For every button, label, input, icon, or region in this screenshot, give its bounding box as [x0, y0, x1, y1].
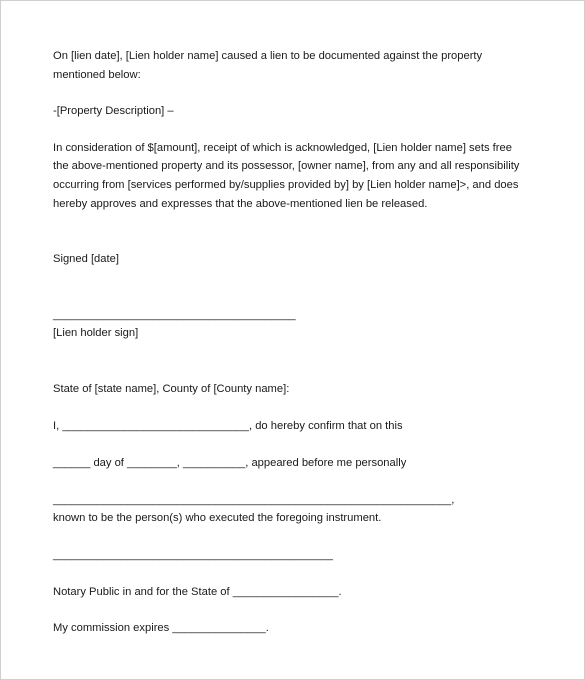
notary-signature-line: _____________________________________________ — [53, 548, 333, 561]
document-body — [53, 47, 523, 638]
known-person-statement: known to be the person(s) who executed the foregoing instrument. — [53, 512, 382, 525]
property-description: -[Property Description] – — [53, 105, 174, 118]
commission-expires-line: My commission expires _______________. — [53, 622, 269, 635]
signature-line: _______________________________________ — [53, 308, 296, 321]
signed-date: Signed [date] — [53, 253, 119, 266]
confirm-line: I, ______________________________, do hereby confirm that on this — [53, 419, 403, 432]
person-name-line: ________________________________________________________________, — [53, 493, 455, 506]
state-county-line: State of [state name], County of [County name]: — [53, 382, 290, 395]
appearance-date-line: ______ day of ________, __________, appeared before me personally — [53, 457, 407, 470]
consideration-paragraph: In consideration of $[amount], receipt of which is acknowledged, [Lien holder name] sets free the above-mentioned property and its possessor, [owner name], from any and all responsibility occurring from [services performed by/supplies provided by] by [Lien holder name]>, and does hereby approves and expresses that the above-mentioned lien be released. — [53, 141, 523, 210]
lien-holder-sign-label: [Lien holder sign] — [53, 327, 139, 340]
lien-statement-paragraph: On [lien date], [Lien holder name] caused a lien to be documented against the property mentioned below: — [53, 50, 486, 81]
notary-public-line: Notary Public in and for the State of _________________. — [53, 585, 342, 598]
